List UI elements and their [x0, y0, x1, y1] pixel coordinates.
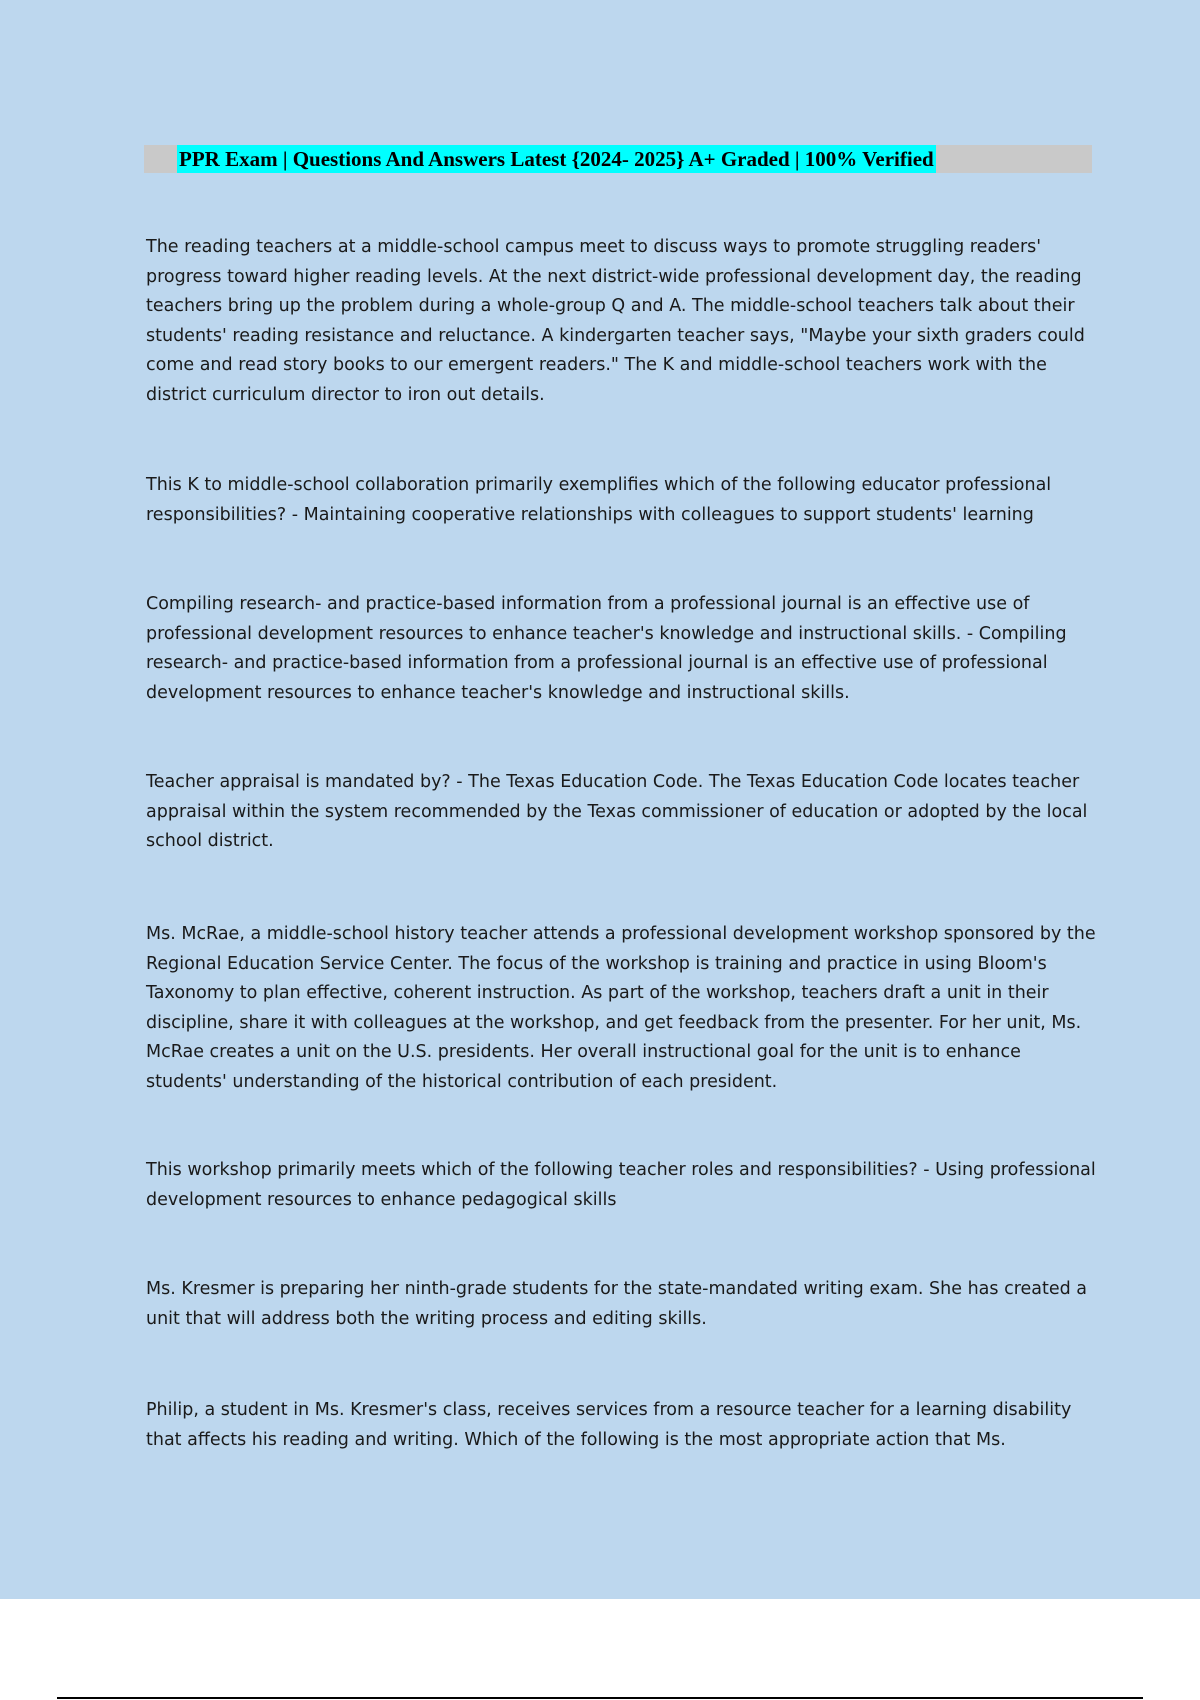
paragraph-teacher-appraisal: Teacher appraisal is mandated by? - The Texas Education Code. The Texas Education Code locates teacher appraisal within the system recommended by the Texas commissioner of education or adopted by the local school district.: [146, 772, 1088, 851]
paragraph-scenario-kresmer: Ms. Kresmer is preparing her ninth-grade students for the state-mandated writing exam. She has created a unit that will address both the writing process and editing skills.: [146, 1279, 1088, 1329]
paragraph-scenario-mcrae: Ms. McRae, a middle-school history teacher attends a professional development workshop sponsored by the Regional Education Service Center. The focus of the workshop is training and practice in using Bloom's Taxonomy to plan effective, coherent instruction. As part of the workshop, teachers draft a unit in their discipline, share it with colleagues at the workshop, and get feedback from the presenter. For her unit, Ms. McRae creates a unit on the U.S. presidents. Her overall instructional goal for the unit is to enhance students' understanding of the historical contribution of each president.: [146, 924, 1096, 1092]
document-title: PPR Exam | Questions And Answers Latest {2024- 2025} A+ Graded | 100% Verified: [179, 147, 934, 171]
paragraph-question-workshop: This workshop primarily meets which of the following teacher roles and responsibilities? - Using professional development resources to enhance pedagogical skills: [146, 1160, 1096, 1210]
paragraph-scenario-reading-teachers: The reading teachers at a middle-school campus meet to discuss ways to promote struggling readers' progress toward higher reading levels. At the next district-wide professional development day, the reading teachers bring up the problem during a whole-group Q and A. The middle-school teachers talk about their students' reading resistance and reluctance. A kindergarten teacher says, "Maybe your sixth graders could come and read story books to our emergent readers." The K and middle-school teachers work with the district curriculum director to iron out details.: [146, 237, 1085, 405]
footer-divider: [57, 1697, 1143, 1699]
paragraph-question-collaboration: This K to middle-school collaboration primarily exemplifies which of the following educator professional responsibilities? - Maintaining cooperative relationships with colleagues to support students' learning: [146, 475, 1052, 525]
paragraph-professional-journal: Compiling research- and practice-based information from a professional journal is an effective use of professional development resources to enhance teacher's knowledge and instructional skills. - Compiling research- and practice-based information from a professional journal is an effective use of professional development resources to enhance teacher's knowledge and instructional skills.: [146, 594, 1067, 703]
paragraph-question-philip: Philip, a student in Ms. Kresmer's class, receives services from a resource teacher for a learning disability that affects his reading and writing. Which of the following is the most appropriate action that Ms.: [146, 1400, 1072, 1450]
